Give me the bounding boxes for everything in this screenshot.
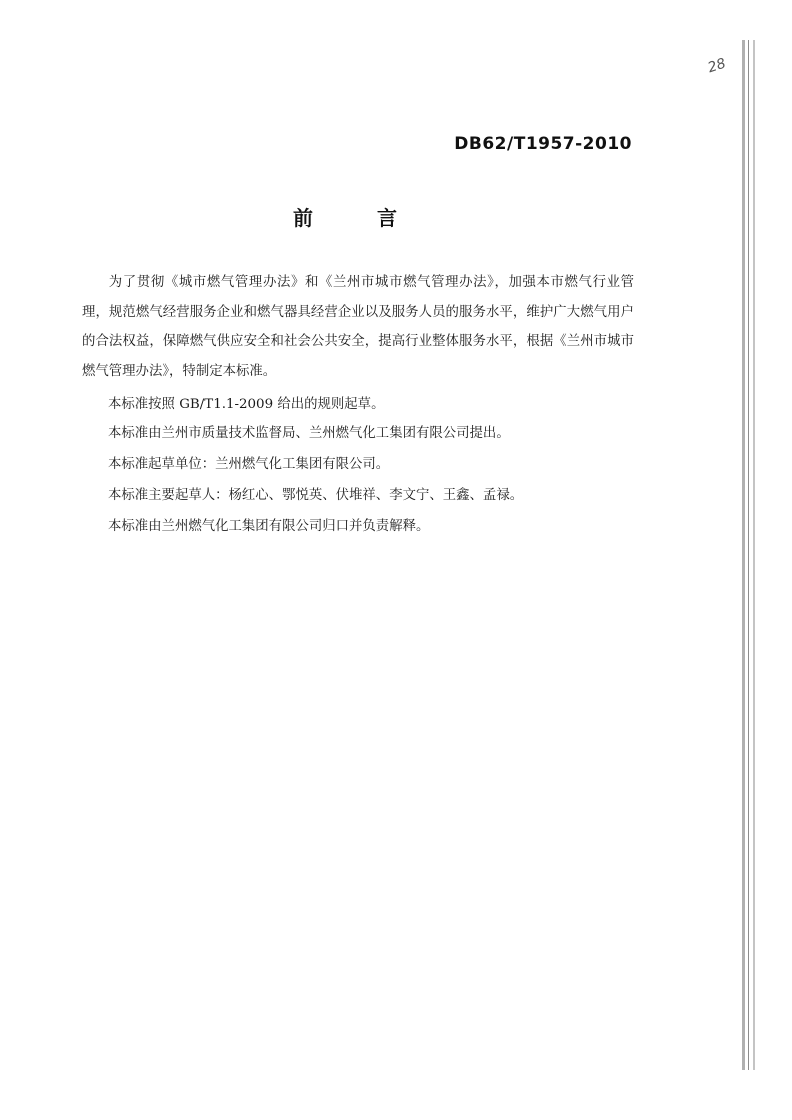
handwritten-page-number: 28 [705, 55, 728, 77]
drafters-line: 本标准主要起草人：杨红心、鄂悦英、伏堆祥、李文宁、王鑫、孟禄。 [108, 488, 524, 503]
document-body [82, 268, 634, 541]
standard-code: DB62/T1957-2010 [454, 134, 632, 154]
scan-edge [753, 40, 755, 1070]
drafting-rules-line: 本标准按照 GB/T1.1-2009 给出的规则起草。 [108, 397, 385, 412]
page-title: 前 言 [293, 206, 419, 230]
interpretation-line: 本标准由兰州燃气化工集团有限公司归口并负责解释。 [108, 519, 430, 534]
proposer-line: 本标准由兰州市质量技术监督局、兰州燃气化工集团有限公司提出。 [108, 426, 510, 441]
intro-paragraph: 为了贯彻《城市燃气管理办法》和《兰州市城市燃气管理办法》，加强本市燃气行业管理，规范燃气经营服务企业和燃气器具经营企业以及服务人员的服务水平，维护广大燃气用户的合法权益，保障燃气供应安全和社会公共安全，提高行业整体服务水平，根据《兰州市城市燃气管理办法》，特制定本标准。 [82, 275, 634, 379]
scan-edge [742, 40, 745, 1070]
scan-edge [748, 40, 749, 1070]
drafting-unit-line: 本标准起草单位：兰州燃气化工集团有限公司。 [108, 457, 390, 472]
